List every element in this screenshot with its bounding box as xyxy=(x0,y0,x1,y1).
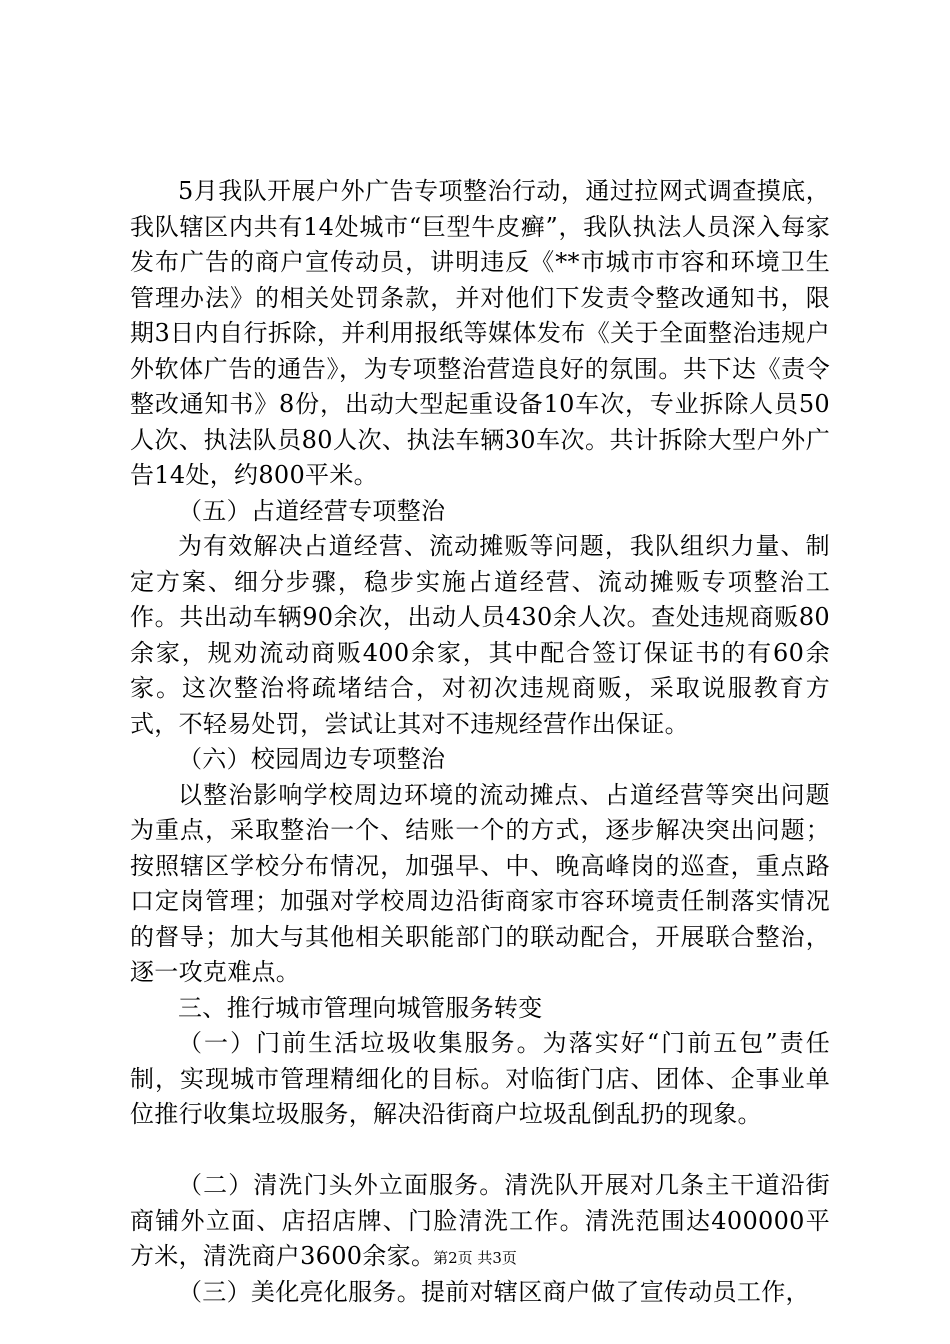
heading-road-occupation: （五）占道经营专项整治 xyxy=(178,496,446,525)
paragraph-garbage-collection: （一）门前生活垃圾收集服务。为落实好“门前五包”责任制，实现城市管理精细化的目标。对临街门店、团体、企事业单位推行收集垃圾服务，解决沿街商户垃圾乱倒乱扔的现象。 xyxy=(130,1029,830,1128)
paragraph-campus-surroundings: 以整治影响学校周边环境的流动摊点、占道经营等突出问题为重点，采取整治一个、结账一个的方式，逐步解决突出问题；按照辖区学校分布情况，加强早、中、晚高峰岗的巡查，重点路口定岗管理；加强对学校周边沿街商家市容环境责任制落实情况的督导；加大与其他相关职能部门的联动配合，开展联合整治，逐一攻克难点。 xyxy=(130,780,830,986)
paragraph-outdoor-ads: 5月我队开展户外广告专项整治行动，通过拉网式调查摸底，我队辖区内共有14处城市“巨型牛皮癣”，我队执法人员深入每家发布广告的商户宣传动员，讲明违反《**市城市市容和环境卫生管理办法》的相关处罚条款，并对他们下发责令整改通知书，限期3日内自行拆除，并利用报纸等媒体发布《关于全面整治违规户外软体广告的通告》，为专项整治营造良好的氛围。共下达《责令整改通知书》8份，出动大型起重设备10车次，专业拆除人员50人次、执法队员80人次、执法车辆30车次。共计拆除大型户外广告14处，约800平米。 xyxy=(130,177,830,489)
heading-campus-surroundings: （六）校园周边专项整治 xyxy=(178,745,446,773)
paragraph-beautification: （三）美化亮化服务。提前对辖区商户做了宣传动员工作， xyxy=(178,1277,810,1306)
paragraph-road-occupation: 为有效解决占道经营、流动摊贩等问题，我队组织力量、制定方案、细分步骤，稳步实施占道经营、流动摊贩专项整治工作。共出动车辆90余次，出动人员430余人次。查处违规商贩80余家，规劝流动商贩400余家，其中配合签订保证书的有60余家。这次整治将疏堵结合，对初次违规商贩，采取说服教育方式，不轻易处罚，尝试让其对不违规经营作出保证。 xyxy=(130,532,830,738)
heading-section-three: 三、推行城市管理向城管服务转变 xyxy=(178,993,543,1022)
paragraph-facade-cleaning: （二）清洗门头外立面服务。清洗队开展对几条主干道沿街商铺外立面、店招店牌、门脸清洗工作。清洗范围达400000平方米，清洗商户3600余家。 xyxy=(130,1171,830,1270)
page-number-footer: 第2页 共3页 xyxy=(433,1249,517,1267)
blank-line xyxy=(130,1133,830,1169)
document-body xyxy=(130,174,830,1310)
